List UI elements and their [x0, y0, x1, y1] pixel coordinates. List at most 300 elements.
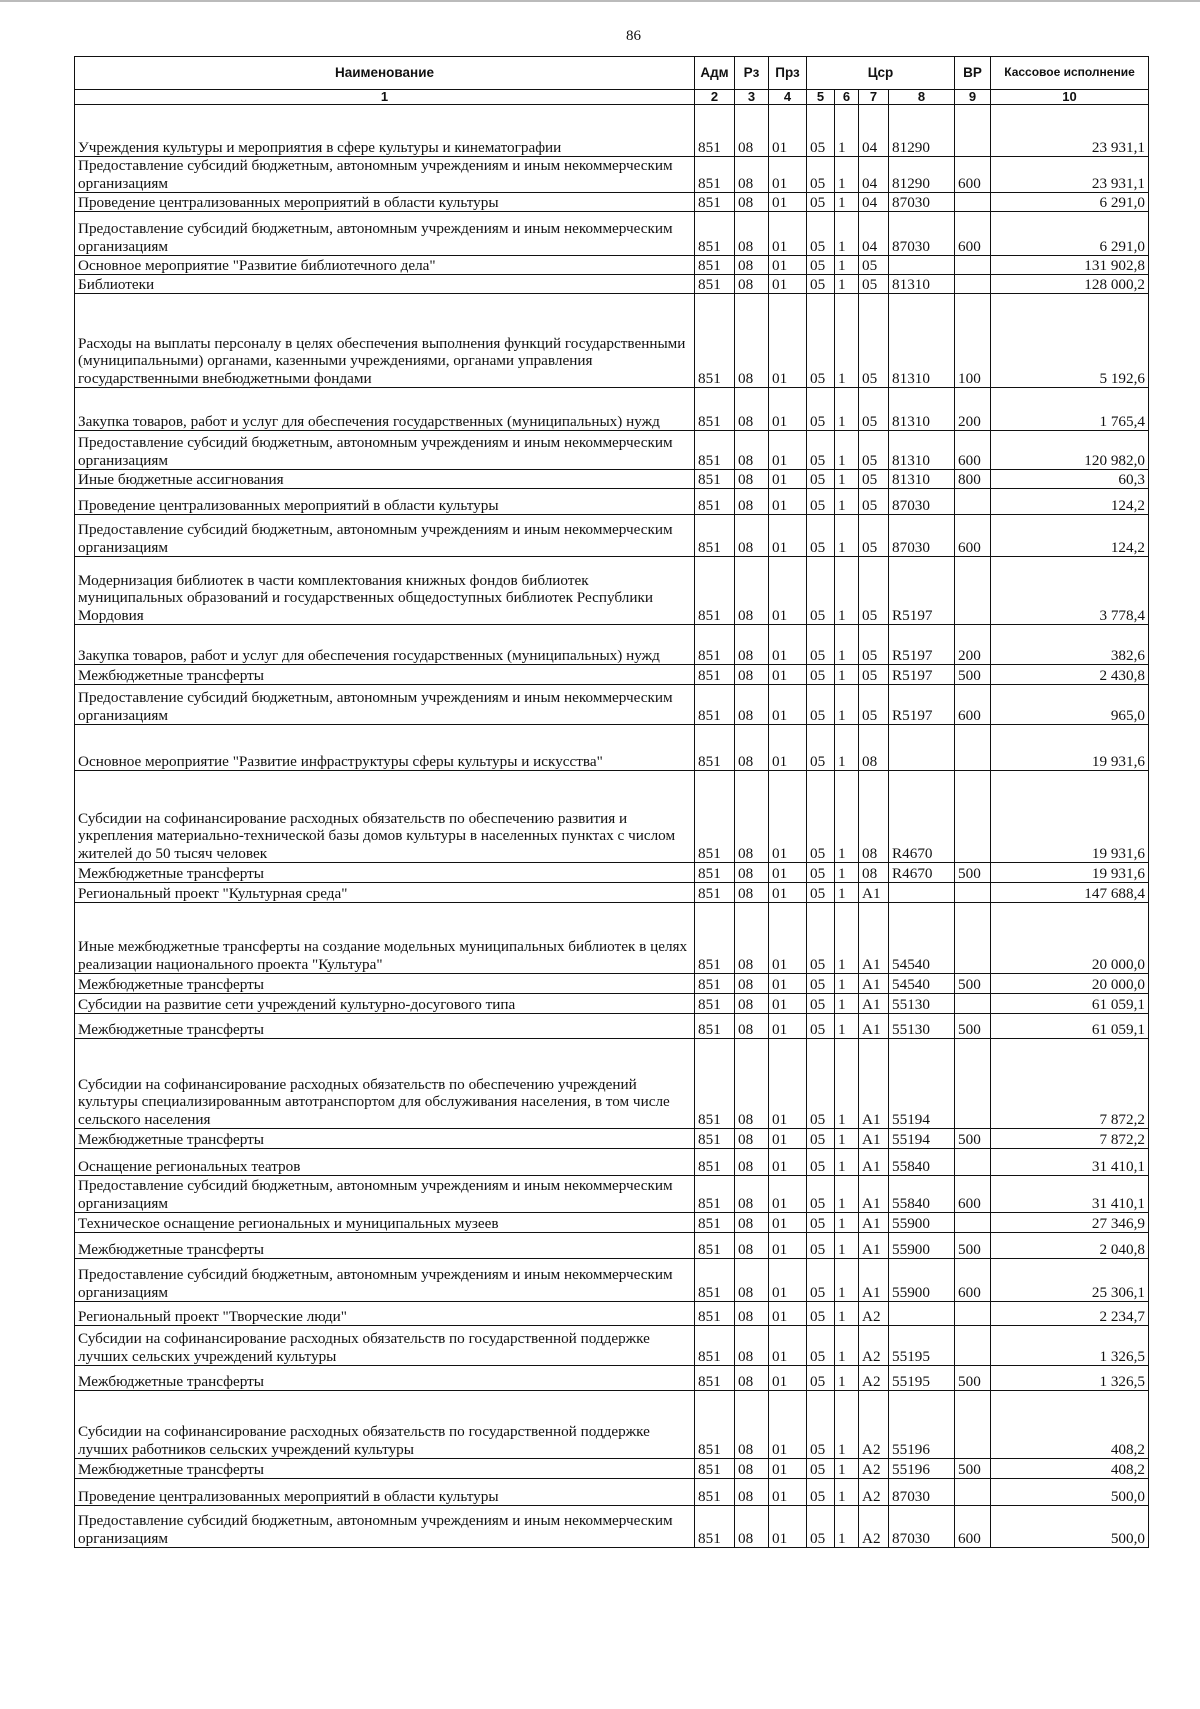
row-csr-subprogram: 1 — [835, 1176, 859, 1213]
row-adm: 851 — [695, 994, 735, 1014]
row-vr — [955, 275, 991, 294]
row-vr — [955, 557, 991, 625]
row-csr-event: A2 — [859, 1302, 889, 1326]
row-csr-direction: R4670 — [889, 863, 955, 883]
row-prz: 01 — [769, 256, 807, 275]
row-amount: 128 000,2 — [991, 275, 1149, 294]
row-prz: 01 — [769, 883, 807, 903]
row-name: Межбюджетные трансферты — [75, 974, 695, 994]
row-prz: 01 — [769, 489, 807, 515]
row-rz: 08 — [735, 515, 769, 557]
row-amount: 1 326,5 — [991, 1366, 1149, 1391]
row-csr-program: 05 — [807, 1213, 835, 1233]
row-csr-program: 05 — [807, 256, 835, 275]
row-adm: 851 — [695, 1213, 735, 1233]
row-rz: 08 — [735, 1039, 769, 1129]
row-csr-program: 05 — [807, 1326, 835, 1366]
header-prz: Прз — [769, 57, 807, 90]
row-csr-subprogram: 1 — [835, 212, 859, 256]
row-csr-direction: 55195 — [889, 1326, 955, 1366]
row-prz: 01 — [769, 1039, 807, 1129]
row-amount: 61 059,1 — [991, 994, 1149, 1014]
row-csr-direction: 55900 — [889, 1259, 955, 1302]
row-name: Субсидии на софинансирование расходных обязательств по государственной поддержке лучших сельских учреждений культуры — [75, 1326, 695, 1366]
row-csr-event: A2 — [859, 1391, 889, 1459]
row-rz: 08 — [735, 883, 769, 903]
row-name: Оснащение региональных театров — [75, 1149, 695, 1176]
row-name: Предоставление субсидий бюджетным, автономным учреждениям и иным некоммерческим организациям — [75, 1176, 695, 1213]
row-csr-subprogram: 1 — [835, 1506, 859, 1548]
row-csr-subprogram: 1 — [835, 665, 859, 685]
row-adm: 851 — [695, 1302, 735, 1326]
row-csr-subprogram: 1 — [835, 1213, 859, 1233]
row-name: Предоставление субсидий бюджетным, автономным учреждениям и иным некоммерческим организациям — [75, 515, 695, 557]
row-prz: 01 — [769, 974, 807, 994]
row-csr-direction: 81310 — [889, 294, 955, 388]
row-name: Предоставление субсидий бюджетным, автономным учреждениям и иным некоммерческим организациям — [75, 212, 695, 256]
table-row — [75, 1259, 1149, 1302]
row-rz: 08 — [735, 665, 769, 685]
row-amount: 27 346,9 — [991, 1213, 1149, 1233]
row-amount: 23 931,1 — [991, 105, 1149, 157]
row-vr — [955, 994, 991, 1014]
table-row — [75, 725, 1149, 771]
row-vr — [955, 193, 991, 212]
row-name: Межбюджетные трансферты — [75, 1129, 695, 1149]
column-number: 9 — [955, 90, 991, 105]
row-vr — [955, 1479, 991, 1506]
row-csr-subprogram: 1 — [835, 1479, 859, 1506]
row-adm: 851 — [695, 489, 735, 515]
row-vr — [955, 256, 991, 275]
row-prz: 01 — [769, 515, 807, 557]
row-amount: 7 872,2 — [991, 1129, 1149, 1149]
row-vr: 800 — [955, 470, 991, 489]
row-vr: 500 — [955, 1014, 991, 1039]
row-amount: 408,2 — [991, 1391, 1149, 1459]
row-amount: 124,2 — [991, 489, 1149, 515]
row-csr-program: 05 — [807, 1302, 835, 1326]
row-amount: 1 765,4 — [991, 388, 1149, 431]
table-row — [75, 625, 1149, 665]
row-name: Межбюджетные трансферты — [75, 665, 695, 685]
row-rz: 08 — [735, 974, 769, 994]
row-prz: 01 — [769, 1459, 807, 1479]
row-csr-direction: 55900 — [889, 1213, 955, 1233]
row-vr — [955, 1149, 991, 1176]
row-vr: 600 — [955, 515, 991, 557]
row-amount: 23 931,1 — [991, 157, 1149, 193]
row-prz: 01 — [769, 1366, 807, 1391]
row-vr — [955, 1039, 991, 1129]
row-csr-subprogram: 1 — [835, 625, 859, 665]
row-csr-subprogram: 1 — [835, 275, 859, 294]
row-vr: 600 — [955, 212, 991, 256]
row-rz: 08 — [735, 1391, 769, 1459]
row-csr-event: 08 — [859, 863, 889, 883]
row-vr: 600 — [955, 1176, 991, 1213]
row-prz: 01 — [769, 275, 807, 294]
row-rz: 08 — [735, 1129, 769, 1149]
table-row — [75, 557, 1149, 625]
row-rz: 08 — [735, 212, 769, 256]
row-csr-event: 05 — [859, 489, 889, 515]
row-amount: 31 410,1 — [991, 1149, 1149, 1176]
row-csr-program: 05 — [807, 557, 835, 625]
row-csr-subprogram: 1 — [835, 256, 859, 275]
row-csr-event: 05 — [859, 294, 889, 388]
row-adm: 851 — [695, 1366, 735, 1391]
row-vr: 600 — [955, 1259, 991, 1302]
row-csr-event: 05 — [859, 470, 889, 489]
row-adm: 851 — [695, 685, 735, 725]
row-csr-event: A1 — [859, 883, 889, 903]
row-adm: 851 — [695, 105, 735, 157]
row-name: Закупка товаров, работ и услуг для обеспечения государственных (муниципальных) нужд — [75, 388, 695, 431]
table-row — [75, 515, 1149, 557]
row-adm: 851 — [695, 193, 735, 212]
row-amount: 147 688,4 — [991, 883, 1149, 903]
row-prz: 01 — [769, 685, 807, 725]
row-csr-program: 05 — [807, 294, 835, 388]
row-adm: 851 — [695, 771, 735, 863]
row-amount: 500,0 — [991, 1479, 1149, 1506]
table-row — [75, 1459, 1149, 1479]
row-csr-direction: 87030 — [889, 193, 955, 212]
row-csr-event: A1 — [859, 1233, 889, 1259]
row-name: Межбюджетные трансферты — [75, 1366, 695, 1391]
row-name: Иные межбюджетные трансферты на создание модельных муниципальных библиотек в целях реализации национального проекта "Культура" — [75, 903, 695, 974]
table-row — [75, 1213, 1149, 1233]
row-adm: 851 — [695, 256, 735, 275]
row-adm: 851 — [695, 1326, 735, 1366]
row-rz: 08 — [735, 1366, 769, 1391]
table-row — [75, 193, 1149, 212]
row-csr-event: 05 — [859, 665, 889, 685]
row-csr-direction: 55194 — [889, 1129, 955, 1149]
row-amount: 7 872,2 — [991, 1039, 1149, 1129]
row-csr-event: A1 — [859, 1176, 889, 1213]
row-csr-program: 05 — [807, 1479, 835, 1506]
row-vr — [955, 903, 991, 974]
row-prz: 01 — [769, 1302, 807, 1326]
header-row — [75, 57, 1149, 90]
row-csr-event: A1 — [859, 1039, 889, 1129]
column-number: 10 — [991, 90, 1149, 105]
row-adm: 851 — [695, 883, 735, 903]
table-row — [75, 388, 1149, 431]
table-row — [75, 1233, 1149, 1259]
row-csr-direction: 55840 — [889, 1149, 955, 1176]
row-name: Межбюджетные трансферты — [75, 863, 695, 883]
row-csr-event: A2 — [859, 1506, 889, 1548]
row-csr-direction: 81290 — [889, 157, 955, 193]
row-prz: 01 — [769, 863, 807, 883]
row-csr-direction: 54540 — [889, 903, 955, 974]
row-vr — [955, 1326, 991, 1366]
column-number: 8 — [889, 90, 955, 105]
row-adm: 851 — [695, 1176, 735, 1213]
row-prz: 01 — [769, 557, 807, 625]
table-row — [75, 1366, 1149, 1391]
row-name: Проведение централизованных мероприятий в области культуры — [75, 489, 695, 515]
column-number: 6 — [835, 90, 859, 105]
row-csr-event: A2 — [859, 1366, 889, 1391]
row-prz: 01 — [769, 1213, 807, 1233]
row-csr-subprogram: 1 — [835, 1259, 859, 1302]
row-adm: 851 — [695, 275, 735, 294]
row-name: Проведение централизованных мероприятий в области культуры — [75, 1479, 695, 1506]
row-csr-event: A1 — [859, 1259, 889, 1302]
row-adm: 851 — [695, 1459, 735, 1479]
row-csr-program: 05 — [807, 903, 835, 974]
table-row — [75, 974, 1149, 994]
header-vr: ВР — [955, 57, 991, 90]
row-csr-direction: 87030 — [889, 212, 955, 256]
row-csr-subprogram: 1 — [835, 515, 859, 557]
row-csr-subprogram: 1 — [835, 388, 859, 431]
row-csr-subprogram: 1 — [835, 1302, 859, 1326]
budget-execution-table — [74, 56, 1149, 1548]
row-csr-program: 05 — [807, 883, 835, 903]
table-row — [75, 1014, 1149, 1039]
row-adm: 851 — [695, 515, 735, 557]
row-amount: 20 000,0 — [991, 974, 1149, 994]
table-row — [75, 1391, 1149, 1459]
row-csr-subprogram: 1 — [835, 771, 859, 863]
row-csr-program: 05 — [807, 193, 835, 212]
row-vr — [955, 1391, 991, 1459]
table-row — [75, 470, 1149, 489]
row-amount: 120 982,0 — [991, 431, 1149, 470]
row-adm: 851 — [695, 1233, 735, 1259]
row-csr-subprogram: 1 — [835, 1014, 859, 1039]
row-rz: 08 — [735, 1259, 769, 1302]
row-csr-event: 05 — [859, 256, 889, 275]
row-csr-subprogram: 1 — [835, 883, 859, 903]
column-number-row — [75, 90, 1149, 105]
row-csr-program: 05 — [807, 1014, 835, 1039]
row-amount: 382,6 — [991, 625, 1149, 665]
row-rz: 08 — [735, 725, 769, 771]
row-name: Субсидии на софинансирование расходных обязательств по государственной поддержке лучших работников сельских учреждений культуры — [75, 1391, 695, 1459]
row-amount: 124,2 — [991, 515, 1149, 557]
row-csr-program: 05 — [807, 974, 835, 994]
row-csr-direction: 55194 — [889, 1039, 955, 1129]
row-csr-direction: R5197 — [889, 557, 955, 625]
row-csr-program: 05 — [807, 685, 835, 725]
row-prz: 01 — [769, 1259, 807, 1302]
row-prz: 01 — [769, 1479, 807, 1506]
row-csr-subprogram: 1 — [835, 557, 859, 625]
row-vr — [955, 1213, 991, 1233]
row-rz: 08 — [735, 1326, 769, 1366]
row-adm: 851 — [695, 157, 735, 193]
row-csr-subprogram: 1 — [835, 431, 859, 470]
row-prz: 01 — [769, 1014, 807, 1039]
row-vr — [955, 771, 991, 863]
row-csr-program: 05 — [807, 275, 835, 294]
row-rz: 08 — [735, 1149, 769, 1176]
row-csr-event: A1 — [859, 1213, 889, 1233]
row-vr: 500 — [955, 1233, 991, 1259]
row-csr-subprogram: 1 — [835, 725, 859, 771]
row-csr-direction — [889, 725, 955, 771]
row-vr: 600 — [955, 431, 991, 470]
row-adm: 851 — [695, 665, 735, 685]
table-row — [75, 157, 1149, 193]
row-rz: 08 — [735, 470, 769, 489]
row-csr-direction — [889, 883, 955, 903]
row-name: Предоставление субсидий бюджетным, автономным учреждениям и иным некоммерческим организациям — [75, 157, 695, 193]
row-name: Субсидии на софинансирование расходных обязательств по обеспечению развития и укрепления материально-технической базы домов культуры в населенных пунктах с числом жителей до 50 тысяч человек — [75, 771, 695, 863]
row-rz: 08 — [735, 1302, 769, 1326]
row-csr-subprogram: 1 — [835, 294, 859, 388]
row-csr-direction: 55900 — [889, 1233, 955, 1259]
row-adm: 851 — [695, 294, 735, 388]
row-csr-program: 05 — [807, 1039, 835, 1129]
row-csr-event: 05 — [859, 625, 889, 665]
table-row — [75, 883, 1149, 903]
row-name: Предоставление субсидий бюджетным, автономным учреждениям и иным некоммерческим организациям — [75, 685, 695, 725]
row-name: Библиотеки — [75, 275, 695, 294]
row-csr-event: 05 — [859, 431, 889, 470]
row-adm: 851 — [695, 1014, 735, 1039]
row-prz: 01 — [769, 105, 807, 157]
row-rz: 08 — [735, 256, 769, 275]
row-csr-event: 05 — [859, 557, 889, 625]
row-csr-event: 05 — [859, 515, 889, 557]
row-adm: 851 — [695, 625, 735, 665]
row-csr-program: 05 — [807, 105, 835, 157]
row-prz: 01 — [769, 665, 807, 685]
row-csr-direction: 81310 — [889, 388, 955, 431]
column-number: 4 — [769, 90, 807, 105]
row-prz: 01 — [769, 1391, 807, 1459]
column-number: 1 — [75, 90, 695, 105]
row-name: Иные бюджетные ассигнования — [75, 470, 695, 489]
row-prz: 01 — [769, 1176, 807, 1213]
row-csr-direction: 87030 — [889, 515, 955, 557]
row-rz: 08 — [735, 157, 769, 193]
row-amount: 965,0 — [991, 685, 1149, 725]
row-adm: 851 — [695, 1506, 735, 1548]
row-rz: 08 — [735, 903, 769, 974]
row-vr: 500 — [955, 1366, 991, 1391]
row-amount: 408,2 — [991, 1459, 1149, 1479]
row-name: Межбюджетные трансферты — [75, 1233, 695, 1259]
row-csr-event: 04 — [859, 157, 889, 193]
row-rz: 08 — [735, 1014, 769, 1039]
row-csr-program: 05 — [807, 157, 835, 193]
row-adm: 851 — [695, 431, 735, 470]
row-prz: 01 — [769, 193, 807, 212]
table-row — [75, 1129, 1149, 1149]
row-rz: 08 — [735, 771, 769, 863]
row-amount: 20 000,0 — [991, 903, 1149, 974]
row-prz: 01 — [769, 903, 807, 974]
row-csr-event: 04 — [859, 105, 889, 157]
row-csr-direction: 55840 — [889, 1176, 955, 1213]
row-csr-direction: 81310 — [889, 431, 955, 470]
row-rz: 08 — [735, 1233, 769, 1259]
table-row — [75, 1149, 1149, 1176]
table-row — [75, 1506, 1149, 1548]
row-prz: 01 — [769, 212, 807, 256]
row-csr-event: A1 — [859, 903, 889, 974]
row-vr — [955, 725, 991, 771]
row-amount: 31 410,1 — [991, 1176, 1149, 1213]
row-csr-direction: 81310 — [889, 470, 955, 489]
row-csr-program: 05 — [807, 725, 835, 771]
row-name: Межбюджетные трансферты — [75, 1459, 695, 1479]
row-csr-subprogram: 1 — [835, 1459, 859, 1479]
row-csr-subprogram: 1 — [835, 470, 859, 489]
row-amount: 60,3 — [991, 470, 1149, 489]
row-prz: 01 — [769, 157, 807, 193]
row-adm: 851 — [695, 388, 735, 431]
column-number: 5 — [807, 90, 835, 105]
row-csr-direction: 87030 — [889, 1506, 955, 1548]
row-csr-event: A2 — [859, 1479, 889, 1506]
row-name: Учреждения культуры и мероприятия в сфере культуры и кинематографии — [75, 105, 695, 157]
row-adm: 851 — [695, 212, 735, 256]
row-vr: 100 — [955, 294, 991, 388]
row-csr-event: A2 — [859, 1326, 889, 1366]
row-prz: 01 — [769, 294, 807, 388]
header-adm: Адм — [695, 57, 735, 90]
row-prz: 01 — [769, 431, 807, 470]
row-csr-program: 05 — [807, 212, 835, 256]
row-csr-event: 05 — [859, 275, 889, 294]
row-csr-program: 05 — [807, 1259, 835, 1302]
row-amount: 25 306,1 — [991, 1259, 1149, 1302]
row-csr-event: A1 — [859, 1129, 889, 1149]
row-name: Предоставление субсидий бюджетным, автономным учреждениям и иным некоммерческим организациям — [75, 1259, 695, 1302]
row-name: Модернизация библиотек в части комплектования книжных фондов библиотек муниципальных образований и государственных общедоступных библиотек Республики Мордовия — [75, 557, 695, 625]
row-csr-event: A1 — [859, 1149, 889, 1176]
row-csr-subprogram: 1 — [835, 903, 859, 974]
row-vr — [955, 1302, 991, 1326]
row-name: Межбюджетные трансферты — [75, 1014, 695, 1039]
row-adm: 851 — [695, 1259, 735, 1302]
row-csr-program: 05 — [807, 470, 835, 489]
table-row — [75, 212, 1149, 256]
row-csr-program: 05 — [807, 388, 835, 431]
row-amount: 19 931,6 — [991, 863, 1149, 883]
row-csr-direction: 87030 — [889, 489, 955, 515]
row-csr-direction: 55195 — [889, 1366, 955, 1391]
row-vr: 500 — [955, 1459, 991, 1479]
row-csr-event: A1 — [859, 974, 889, 994]
row-amount: 2 430,8 — [991, 665, 1149, 685]
row-csr-program: 05 — [807, 1391, 835, 1459]
row-prz: 01 — [769, 1506, 807, 1548]
row-csr-program: 05 — [807, 771, 835, 863]
row-amount: 19 931,6 — [991, 725, 1149, 771]
row-amount: 19 931,6 — [991, 771, 1149, 863]
row-rz: 08 — [735, 388, 769, 431]
row-csr-event: 04 — [859, 212, 889, 256]
row-amount: 500,0 — [991, 1506, 1149, 1548]
row-csr-event: A1 — [859, 994, 889, 1014]
row-name: Региональный проект "Культурная среда" — [75, 883, 695, 903]
row-csr-event: 04 — [859, 193, 889, 212]
row-csr-program: 05 — [807, 1149, 835, 1176]
row-amount: 3 778,4 — [991, 557, 1149, 625]
table-row — [75, 1039, 1149, 1129]
header-rz: Рз — [735, 57, 769, 90]
